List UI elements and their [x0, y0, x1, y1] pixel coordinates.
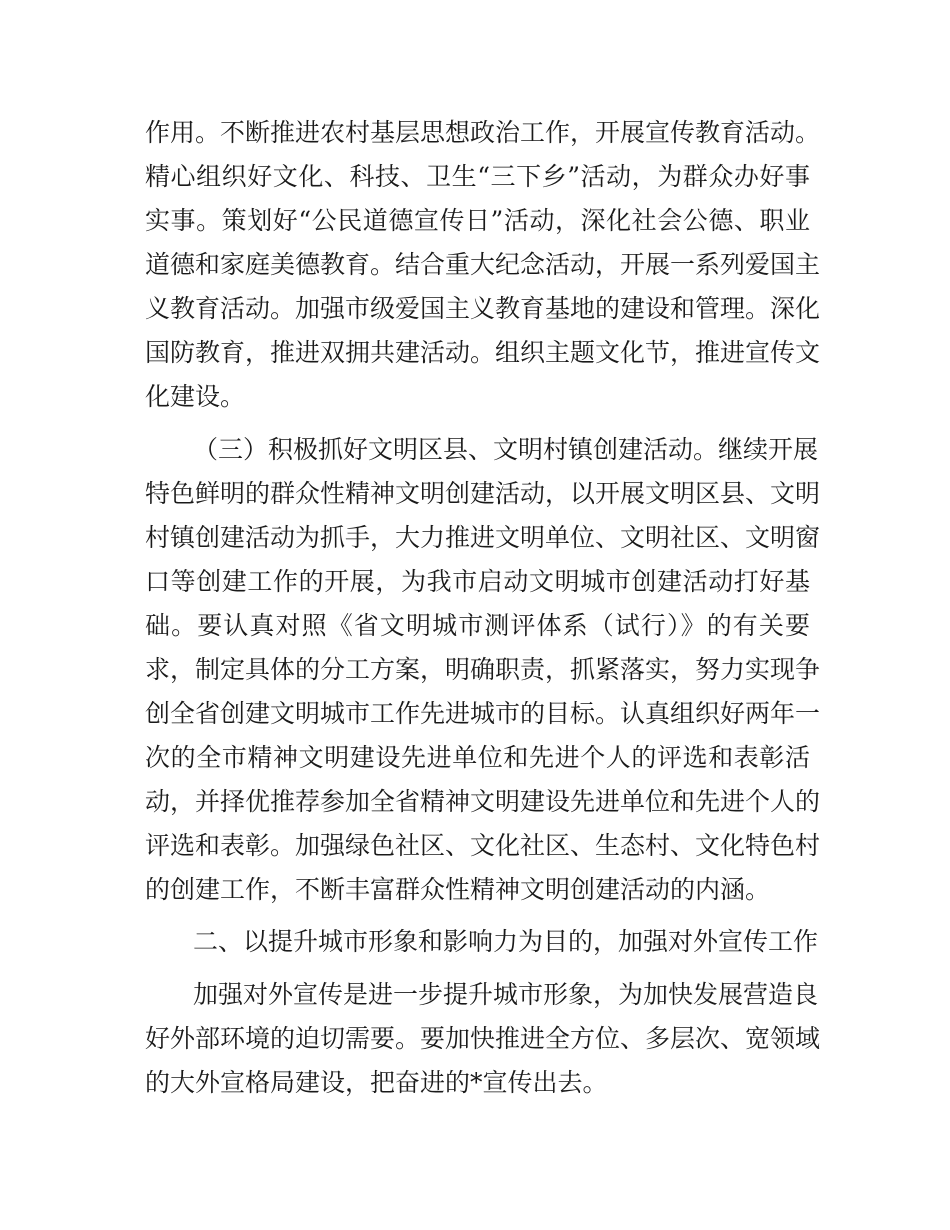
text-line: 次的全市精神文明建设先进单位和先进个人的评选和表彰活: [145, 743, 810, 772]
text-line: 评选和表彰。加强绿色社区、文化社区、生态村、文化特色村: [145, 831, 821, 860]
text-line: 的大外宣格局建设，把奋进的*宣传出去。: [145, 1068, 608, 1097]
text-line: 实事。策划好“公民道德宣传日”活动，深化社会公德、职业: [145, 206, 810, 235]
text-line: 特色鲜明的群众性精神文明创建活动，以开展文明区县、文明: [145, 479, 821, 508]
text-line: 义教育活动。加强市级爱国主义教育基地的建设和管理。深化: [145, 294, 821, 323]
text-line: 好外部环境的迫切需要。要加快推进全方位、多层次、宽领域: [145, 1024, 821, 1053]
text-line: 村镇创建活动为抓手，大力推进文明单位、文明社区、文明窗: [145, 523, 821, 552]
text-line: 的创建工作，不断丰富群众性精神文明创建活动的内涵。: [145, 875, 771, 904]
text-line: 化建设。: [145, 382, 246, 411]
section-heading: 二、以提升城市形象和影响力为目的，加强对外宣传工作: [193, 927, 819, 956]
text-line: 求，制定具体的分工方案，明确职责，抓紧落实，努力实现争: [145, 655, 821, 684]
text-line: 加强对外宣传是进一步提升城市形象，为加快发展营造良: [193, 980, 819, 1009]
text-line: 精心组织好文化、科技、卫生“三下乡”活动，为群众办好事: [145, 162, 810, 191]
text-line: 作用。不断推进农村基层思想政治工作，开展宣传教育活动。: [145, 118, 821, 147]
text-line: 国防教育，推进双拥共建活动。组织主题文化节，推进宣传文: [145, 338, 821, 367]
text-line: 创全省创建文明城市工作先进城市的目标。认真组织好两年一: [145, 699, 821, 728]
text-line: 口等创建工作的开展，为我市启动文明城市创建活动打好基: [145, 567, 810, 596]
text-line: 道德和家庭美德教育。结合重大纪念活动，开展一系列爱国主: [145, 250, 821, 279]
text-line: 动，并择优推荐参加全省精神文明建设先进单位和先进个人的: [145, 787, 821, 816]
text-line: （三）积极抓好文明区县、文明村镇创建活动。继续开展: [193, 435, 819, 464]
text-line: 础。要认真对照《省文明城市测评体系（试行）》的有关要: [145, 611, 810, 640]
